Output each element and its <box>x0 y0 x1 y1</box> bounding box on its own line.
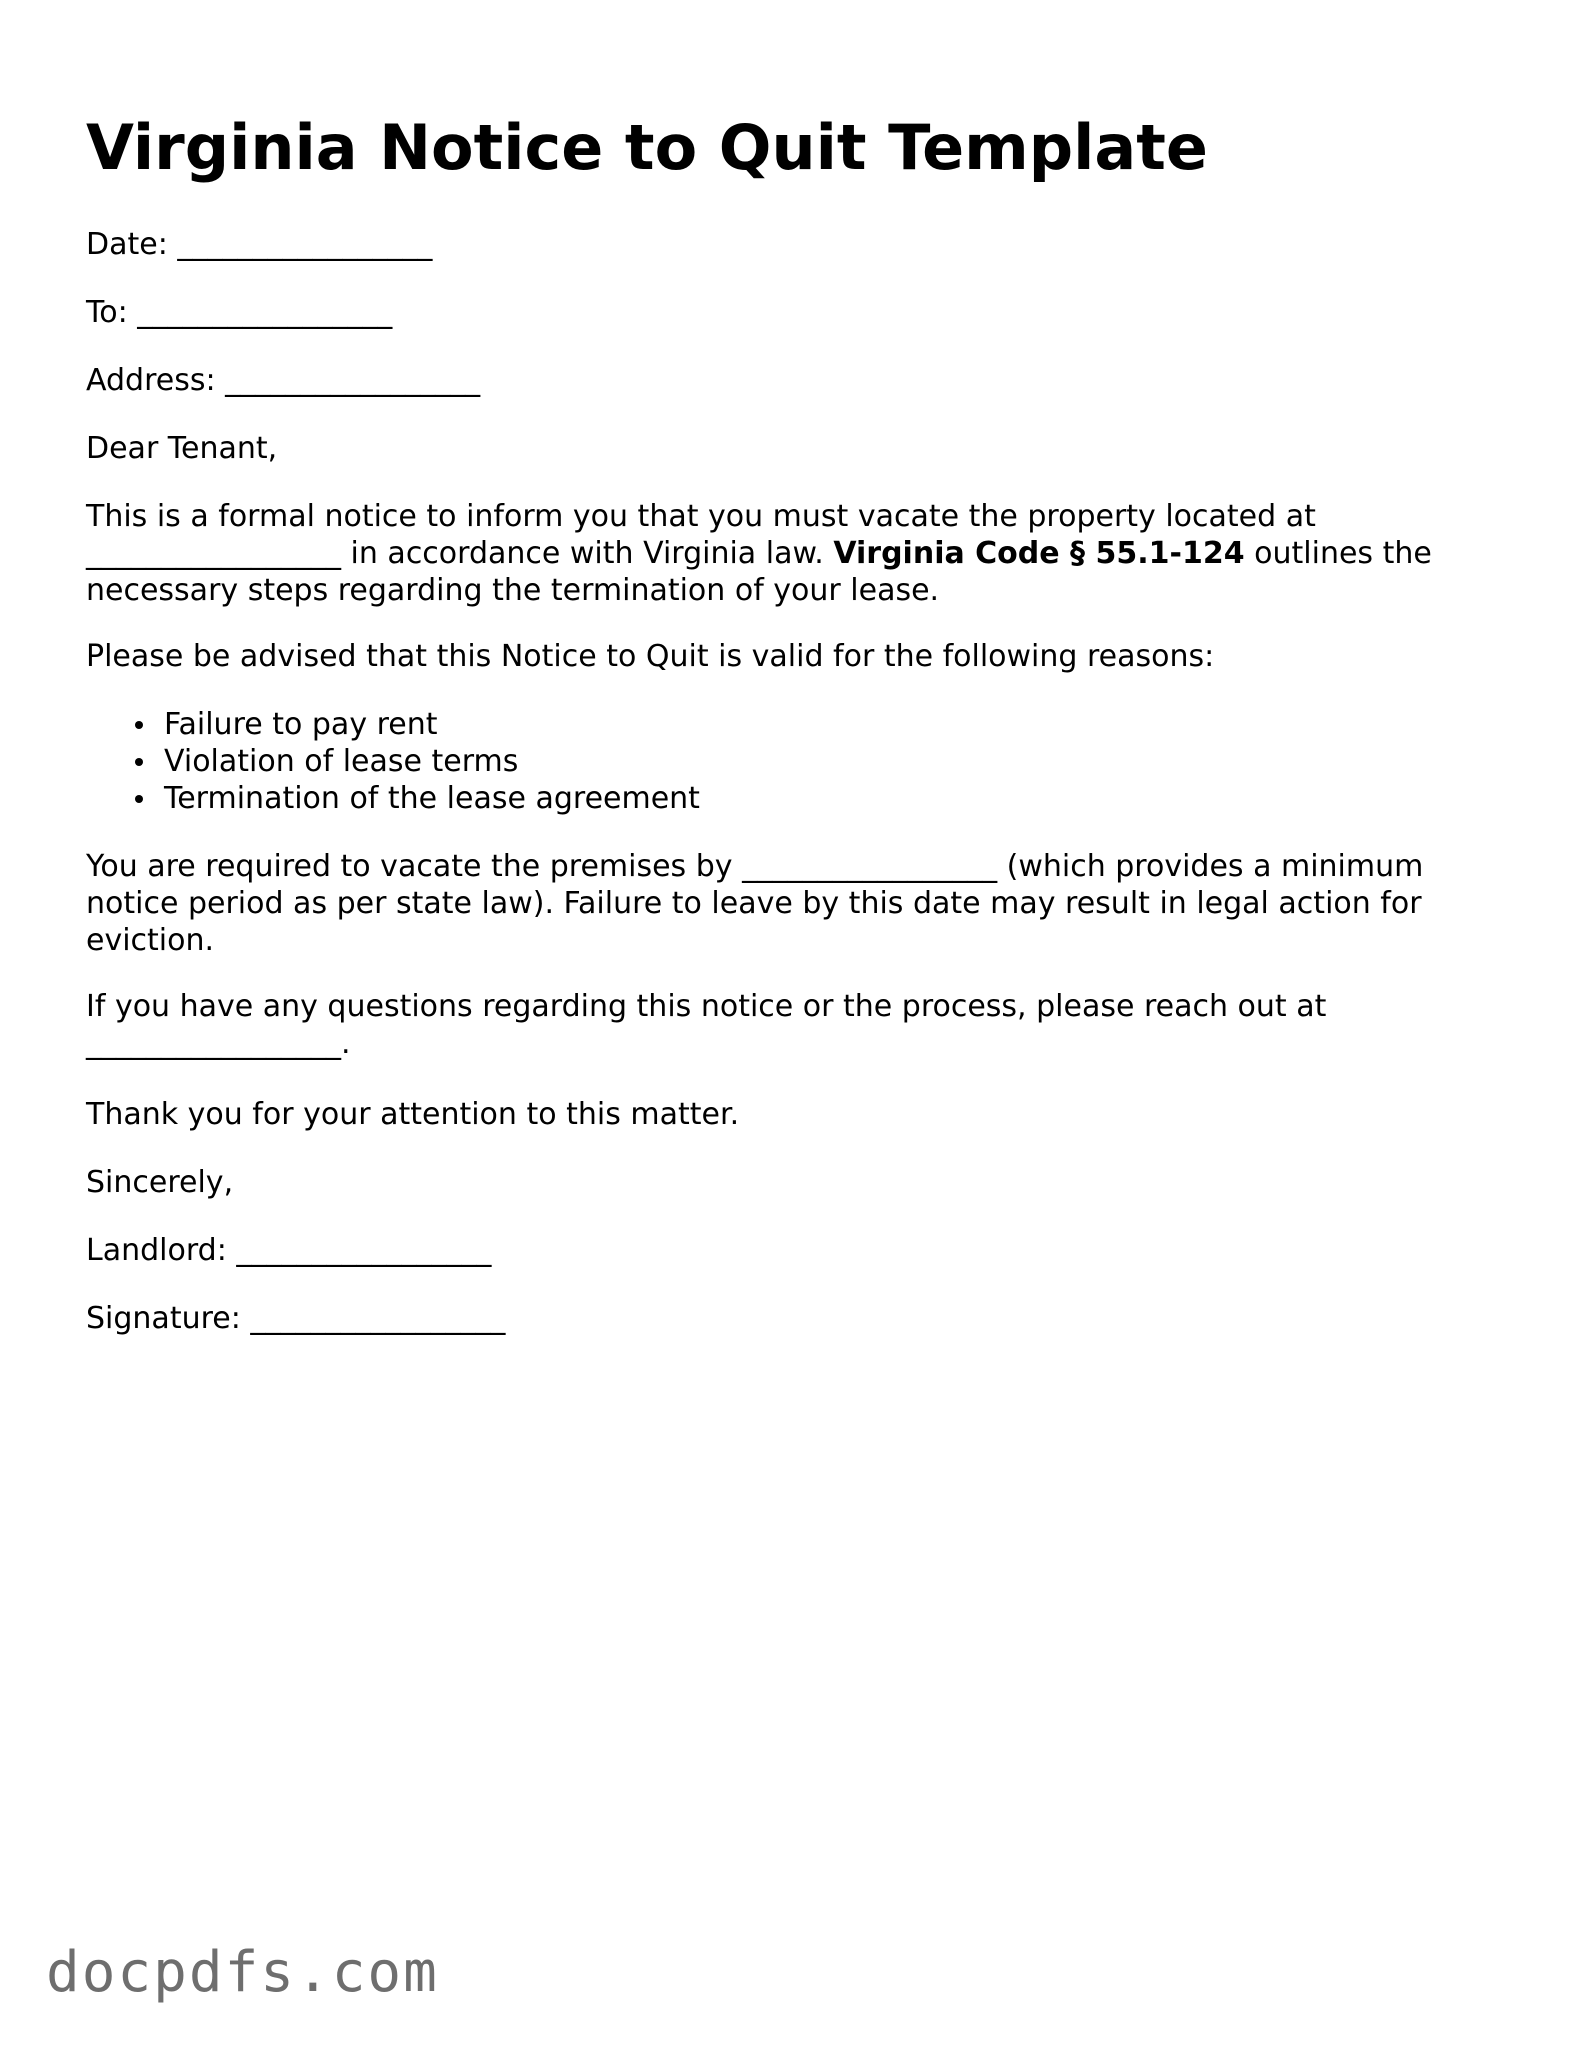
list-item: Violation of lease terms <box>164 743 700 780</box>
address-line <box>86 362 480 399</box>
to-blank: _________________ <box>137 295 393 330</box>
list-item: Failure to pay rent <box>164 706 700 743</box>
vacate-date-blank: _________________ <box>742 849 998 884</box>
salutation: Dear Tenant, <box>86 431 278 466</box>
virginia-code-reference: Virginia Code § 55.1-124 <box>833 536 1245 571</box>
contact-blank: _________________ <box>86 1026 341 1061</box>
signature-line <box>86 1300 505 1337</box>
to-line <box>86 294 392 331</box>
to-label: To: <box>86 295 128 330</box>
intro-text-2: in accordance with Virginia law. <box>350 536 824 571</box>
intro-text-3: outlines the necessary steps regarding the termination of your lease. <box>86 536 1432 608</box>
list-item: Termination of the lease agreement <box>164 781 700 816</box>
date-label: Date: <box>86 227 168 262</box>
signature-label: Signature: <box>86 1301 241 1336</box>
vacate-paragraph <box>86 848 1506 959</box>
intro-paragraph <box>86 498 1506 609</box>
vacate-text-1: You are required to vacate the premises by <box>86 849 733 884</box>
questions-end: . <box>341 1026 351 1061</box>
page-title: Virginia Notice to Quit Template <box>86 111 1208 184</box>
closing-line: Sincerely, <box>86 1165 234 1200</box>
reasons-intro: Please be advised that this Notice to Quit is valid for the following reasons: <box>86 639 1215 674</box>
vacate-text-2: (which provides a minimum notice period as per state law). Failure to leave by this date may result in legal action for eviction. <box>86 849 1424 958</box>
questions-text: If you have any questions regarding this notice or the process, please reach out at <box>86 989 1327 1024</box>
property-blank: _________________ <box>86 536 341 571</box>
landlord-label: Landlord: <box>86 1233 227 1268</box>
address-blank: _________________ <box>225 363 481 398</box>
reasons-list <box>86 706 700 817</box>
landlord-blank: _________________ <box>236 1233 492 1268</box>
intro-text-1: This is a formal notice to inform you that you must vacate the property located at <box>86 499 1316 534</box>
watermark: docpdfs.com <box>46 1940 439 2005</box>
thanks-line: Thank you for your attention to this matter. <box>86 1097 740 1132</box>
date-blank: _________________ <box>177 227 433 262</box>
questions-paragraph <box>86 988 1506 1062</box>
landlord-line <box>86 1232 491 1269</box>
address-label: Address: <box>86 363 216 398</box>
signature-blank: _________________ <box>250 1301 506 1336</box>
date-line <box>86 226 432 263</box>
